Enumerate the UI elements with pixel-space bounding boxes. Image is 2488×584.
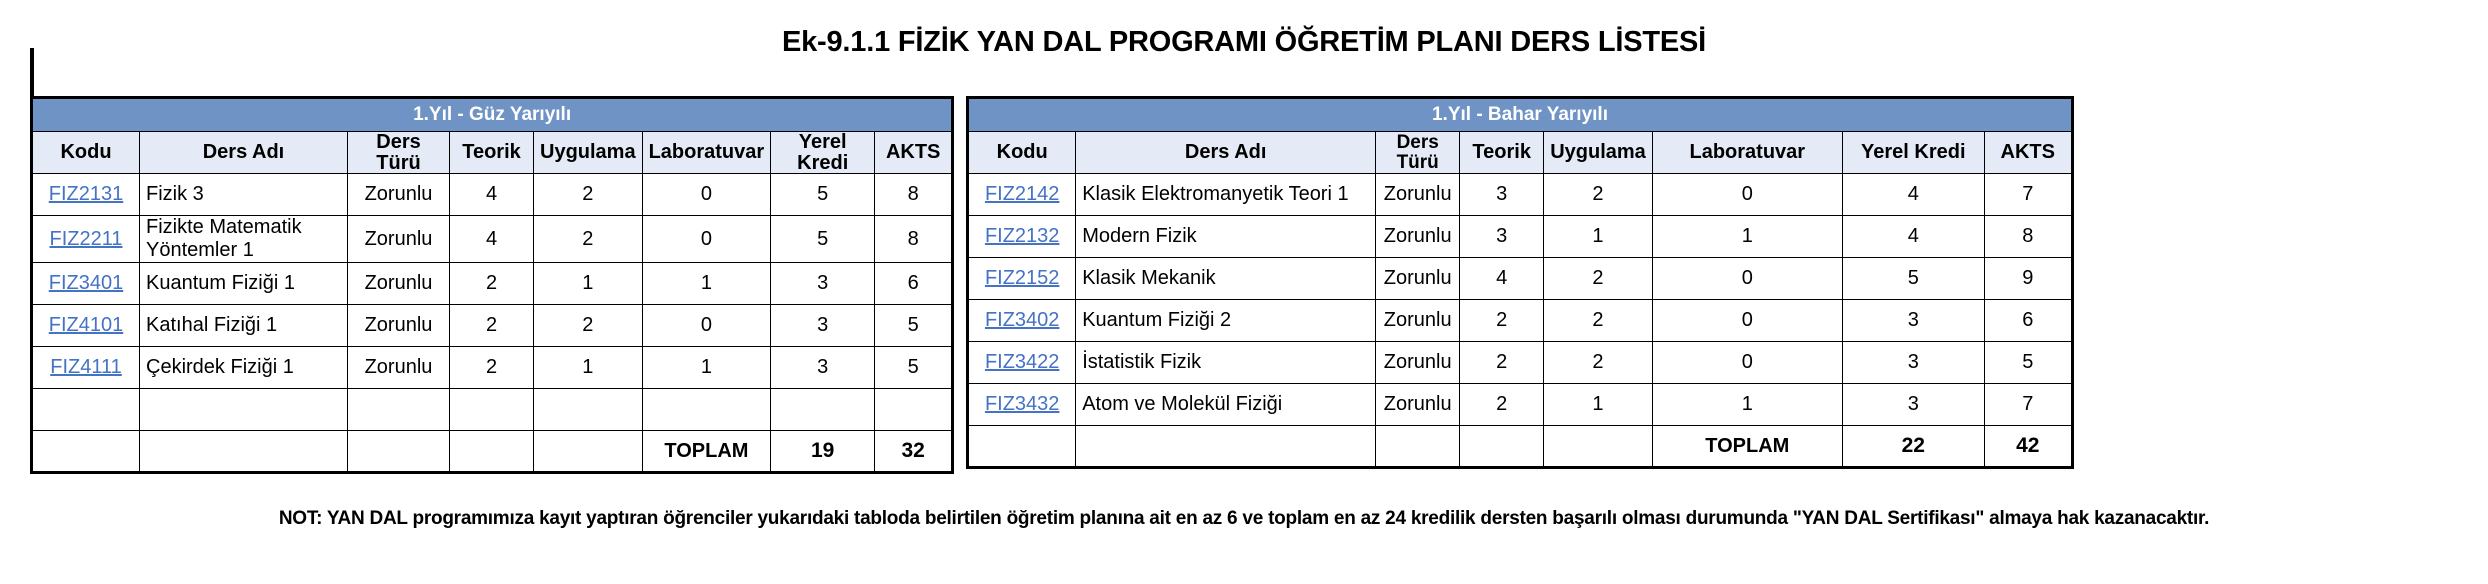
fall-col-yerel-kredi: Yerel Kredi (771, 132, 875, 174)
course-kredi: 3 (1842, 342, 1984, 384)
course-name: Kuantum Fiziği 1 (140, 263, 348, 305)
course-teorik: 2 (450, 347, 534, 389)
course-type: Zorunlu (348, 216, 450, 263)
course-akts: 7 (1984, 174, 2072, 216)
course-code-link[interactable]: FIZ2132 (968, 216, 1076, 258)
fall-col-teorik: Teorik (450, 132, 534, 174)
course-akts: 6 (1984, 300, 2072, 342)
page-title: Ek-9.1.1 FİZİK YAN DAL PROGRAMI ÖĞRETİM PLANI DERS LİSTESİ (781, 26, 1707, 58)
fall-semester-table-wrapper (30, 96, 954, 474)
course-lab: 0 (1652, 258, 1842, 300)
spring-semester-table-wrapper (966, 96, 2074, 474)
course-lab: 0 (1652, 174, 1842, 216)
total-blank-kodu (968, 426, 1076, 468)
fall-total-kredi: 19 (771, 431, 875, 473)
course-lab (642, 389, 771, 431)
course-name: Fizik 3 (140, 174, 348, 216)
spring-col-akts: AKTS (1984, 132, 2072, 174)
course-akts: 8 (875, 174, 953, 216)
course-teorik: 4 (450, 216, 534, 263)
course-teorik: 4 (1460, 258, 1544, 300)
course-kredi: 3 (771, 305, 875, 347)
course-kredi: 5 (771, 216, 875, 263)
course-akts: 7 (1984, 384, 2072, 426)
course-uygulama: 1 (534, 347, 643, 389)
course-type: Zorunlu (1376, 216, 1460, 258)
course-lab: 1 (642, 347, 771, 389)
course-name: Kuantum Fiziği 2 (1076, 300, 1376, 342)
table-row (968, 216, 2073, 258)
fall-total-label: TOPLAM (642, 431, 771, 473)
course-kredi: 4 (1842, 174, 1984, 216)
total-blank-ders-turu (348, 431, 450, 473)
course-uygulama (534, 389, 643, 431)
course-code-link[interactable] (32, 389, 140, 431)
course-type: Zorunlu (1376, 384, 1460, 426)
table-row (968, 174, 2073, 216)
course-name: Klasik Mekanik (1076, 258, 1376, 300)
course-uygulama: 1 (534, 263, 643, 305)
spring-total-row (968, 426, 2073, 468)
course-uygulama: 2 (1544, 342, 1653, 384)
table-row (32, 174, 953, 216)
course-teorik: 2 (450, 305, 534, 347)
spring-col-laboratuvar: Laboratuvar (1652, 132, 1842, 174)
spring-semester-banner: 1.Yıl - Bahar Yarıyılı (968, 98, 2073, 132)
total-blank-ders-adi (1076, 426, 1376, 468)
course-akts (875, 389, 953, 431)
course-teorik: 2 (450, 263, 534, 305)
course-teorik: 2 (1460, 384, 1544, 426)
course-kredi: 3 (771, 263, 875, 305)
course-type: Zorunlu (1376, 174, 1460, 216)
table-row (32, 216, 953, 263)
course-akts: 5 (1984, 342, 2072, 384)
fall-col-kodu: Kodu (32, 132, 140, 174)
fall-col-akts: AKTS (875, 132, 953, 174)
total-blank-uygulama (1544, 426, 1653, 468)
course-kredi: 3 (1842, 384, 1984, 426)
course-lab: 0 (1652, 342, 1842, 384)
course-teorik: 2 (1460, 342, 1544, 384)
table-row-empty (32, 389, 953, 431)
total-blank-teorik (1460, 426, 1544, 468)
page-title-row (0, 26, 2488, 59)
fall-col-laboratuvar: Laboratuvar (642, 132, 771, 174)
course-lab: 0 (642, 305, 771, 347)
total-blank-ders-turu (1376, 426, 1460, 468)
course-type: Zorunlu (348, 174, 450, 216)
course-akts: 8 (875, 216, 953, 263)
spring-header-row (968, 132, 2073, 174)
course-code-link[interactable]: FIZ4101 (32, 305, 140, 347)
spring-total-label: TOPLAM (1652, 426, 1842, 468)
course-lab: 0 (642, 216, 771, 263)
course-code-link[interactable]: FIZ3402 (968, 300, 1076, 342)
fall-total-row (32, 431, 953, 473)
course-code-link[interactable]: FIZ2152 (968, 258, 1076, 300)
course-name: Modern Fizik (1076, 216, 1376, 258)
course-code-link[interactable]: FIZ4111 (32, 347, 140, 389)
table-row (32, 263, 953, 305)
course-type: Zorunlu (1376, 342, 1460, 384)
course-type: Zorunlu (1376, 300, 1460, 342)
course-lab: 1 (1652, 384, 1842, 426)
course-name (140, 389, 348, 431)
table-row (968, 342, 2073, 384)
course-uygulama: 2 (1544, 258, 1653, 300)
fall-total-akts: 32 (875, 431, 953, 473)
course-kredi: 3 (771, 347, 875, 389)
course-name: Atom ve Molekül Fiziği (1076, 384, 1376, 426)
course-uygulama: 1 (1544, 384, 1653, 426)
spring-semester-banner-row (968, 98, 2073, 132)
fall-col-ders-turu: Ders Türü (348, 132, 450, 174)
total-blank-teorik (450, 431, 534, 473)
course-uygulama: 2 (534, 305, 643, 347)
course-akts: 5 (875, 305, 953, 347)
course-name: Çekirdek Fiziği 1 (140, 347, 348, 389)
spring-col-yerel-kredi: Yerel Kredi (1842, 132, 1984, 174)
spring-semester-table (966, 96, 2074, 469)
course-kredi: 5 (1842, 258, 1984, 300)
fall-semester-banner-row (32, 98, 953, 132)
table-row (32, 305, 953, 347)
spring-col-uygulama: Uygulama (1544, 132, 1653, 174)
course-name: Katıhal Fiziği 1 (140, 305, 348, 347)
spring-total-kredi: 22 (1842, 426, 1984, 468)
course-type: Zorunlu (1376, 258, 1460, 300)
spring-col-ders-turu: Ders Türü (1376, 132, 1460, 174)
fall-semester-banner: 1.Yıl - Güz Yarıyılı (32, 98, 953, 132)
course-name: Fizikte Matematik Yöntemler 1 (140, 216, 348, 263)
total-blank-ders-adi (140, 431, 348, 473)
spring-col-teorik: Teorik (1460, 132, 1544, 174)
spring-col-kodu: Kodu (968, 132, 1076, 174)
course-code-link[interactable]: FIZ2211 (32, 216, 140, 263)
course-uygulama: 1 (1544, 216, 1653, 258)
course-uygulama: 2 (1544, 300, 1653, 342)
course-code-link[interactable]: FIZ2131 (32, 174, 140, 216)
course-teorik: 3 (1460, 216, 1544, 258)
course-type: Zorunlu (348, 263, 450, 305)
course-lab: 0 (1652, 300, 1842, 342)
course-tables-container (30, 96, 2464, 474)
course-lab: 1 (1652, 216, 1842, 258)
course-code-link[interactable]: FIZ3432 (968, 384, 1076, 426)
course-uygulama: 2 (534, 174, 643, 216)
course-akts: 5 (875, 347, 953, 389)
course-uygulama: 2 (534, 216, 643, 263)
course-kredi: 3 (1842, 300, 1984, 342)
fall-header-row (32, 132, 953, 174)
course-kredi (771, 389, 875, 431)
fall-semester-table (30, 96, 954, 474)
course-teorik: 2 (1460, 300, 1544, 342)
spring-col-ders-adi: Ders Adı (1076, 132, 1376, 174)
course-akts: 6 (875, 263, 953, 305)
course-code-link[interactable]: FIZ3422 (968, 342, 1076, 384)
total-blank-kodu (32, 431, 140, 473)
course-teorik (450, 389, 534, 431)
course-teorik: 4 (450, 174, 534, 216)
course-teorik: 3 (1460, 174, 1544, 216)
course-akts: 9 (1984, 258, 2072, 300)
course-code-link[interactable]: FIZ3401 (32, 263, 140, 305)
course-kredi: 4 (1842, 216, 1984, 258)
table-row (968, 384, 2073, 426)
table-row (32, 347, 953, 389)
course-type: Zorunlu (348, 347, 450, 389)
total-blank-uygulama (534, 431, 643, 473)
table-row (968, 300, 2073, 342)
course-name: İstatistik Fizik (1076, 342, 1376, 384)
course-uygulama: 2 (1544, 174, 1653, 216)
course-kredi: 5 (771, 174, 875, 216)
spring-total-akts: 42 (1984, 426, 2072, 468)
fall-col-ders-adi: Ders Adı (140, 132, 348, 174)
course-name: Klasik Elektromanyetik Teori 1 (1076, 174, 1376, 216)
course-code-link[interactable]: FIZ2142 (968, 174, 1076, 216)
footer-note: NOT: YAN DAL programımıza kayıt yaptıran öğrenciler yukarıdaki tabloda belirtilen öğretim planına ait en az 6 ve toplam en az 24 kredilik dersten başarılı olması durumunda "YAN DAL Sertifikası" almaya hak kazanacaktır. (278, 508, 2210, 529)
course-akts: 8 (1984, 216, 2072, 258)
course-lab: 1 (642, 263, 771, 305)
course-lab: 0 (642, 174, 771, 216)
table-row (968, 258, 2073, 300)
fall-col-uygulama: Uygulama (534, 132, 643, 174)
course-type: Zorunlu (348, 305, 450, 347)
course-type (348, 389, 450, 431)
